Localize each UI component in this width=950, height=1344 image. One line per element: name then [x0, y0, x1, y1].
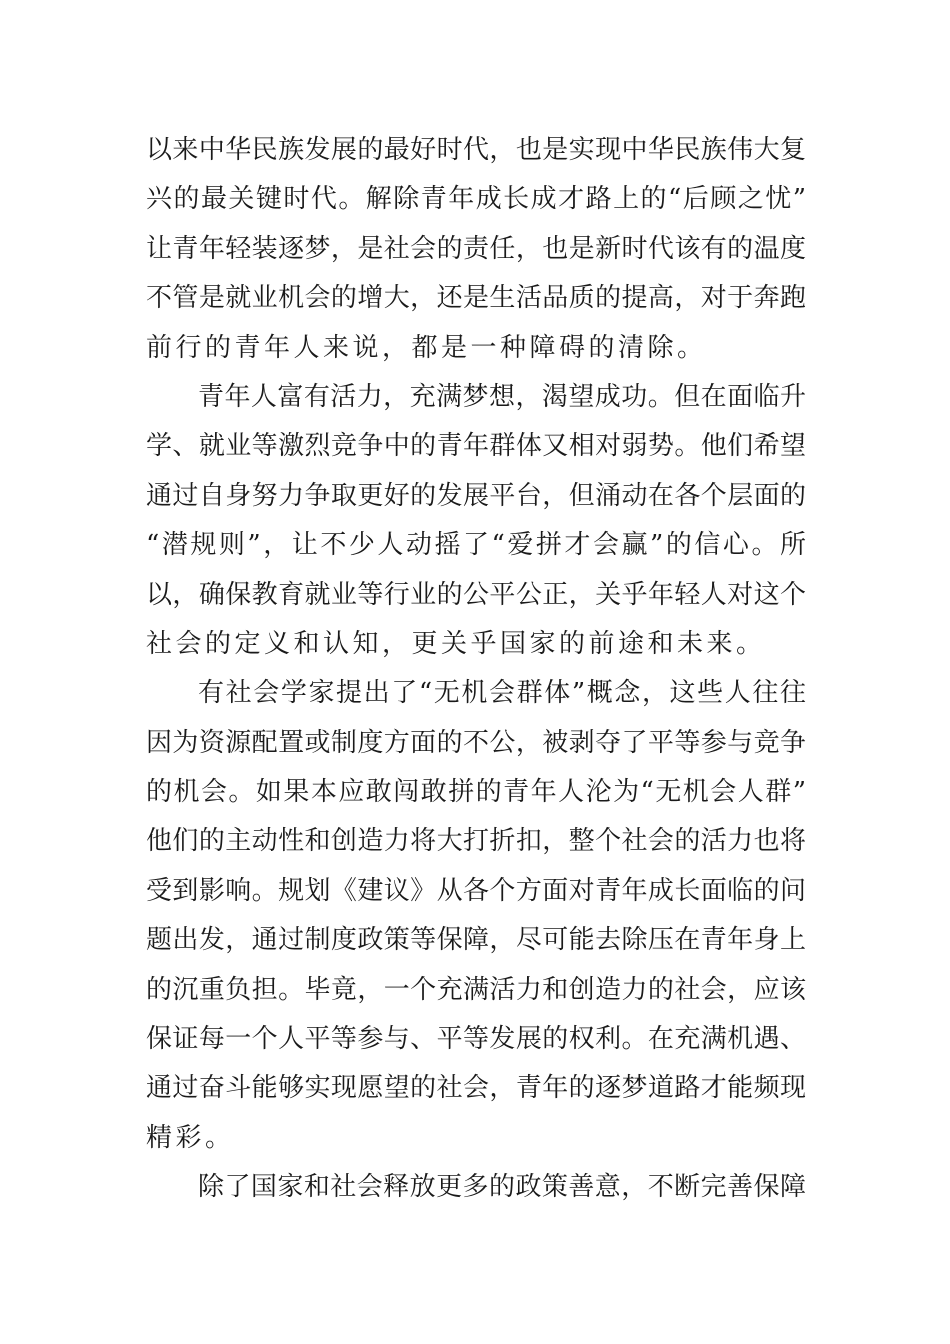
- text-line: 有社会学家提出了“无机会群体”概念，这些人往往: [198, 678, 806, 709]
- text-line: 他们的主动性和创造力将大打折扣，整个社会的活力也将: [146, 826, 806, 857]
- text-line: 青年人富有活力，充满梦想，渴望成功。但在面临升: [198, 381, 806, 412]
- text-line: 前行的青年人来说，都是一种障碍的清除。: [146, 332, 707, 363]
- text-line: 因为资源配置或制度方面的不公，被剥夺了平等参与竞争: [146, 727, 806, 758]
- paragraph-1: [146, 126, 806, 373]
- text-line: 除了国家和社会释放更多的政策善意，不断完善保障: [198, 1172, 806, 1203]
- text-line: 兴的最关键时代。解除青年成长成才路上的“后顾之忧”: [146, 184, 806, 215]
- paragraph-4: [146, 1163, 806, 1212]
- text-line: 通过奋斗能够实现愿望的社会，青年的逐梦道路才能频现: [146, 1073, 806, 1104]
- text-line: 以来中华民族发展的最好时代，也是实现中华民族伟大复: [146, 135, 806, 165]
- text-line: 不管是就业机会的增大，还是生活品质的提高，对于奔跑: [146, 283, 806, 314]
- text-line: 让青年轻装逐梦，是社会的责任，也是新时代该有的温度: [146, 233, 806, 264]
- paragraph-3: [146, 669, 806, 1163]
- text-line: 题出发，通过制度政策等保障，尽可能去除压在青年身上: [146, 925, 806, 956]
- document-body: [146, 126, 806, 1213]
- text-line: 保证每一个人平等参与、平等发展的权利。在充满机遇、: [146, 1024, 806, 1055]
- text-line: “潜规则”，让不少人动摇了“爱拼才会赢”的信心。所: [146, 530, 806, 561]
- text-line: 学、就业等激烈竞争中的青年群体又相对弱势。他们希望: [146, 431, 806, 462]
- text-line: 通过自身努力争取更好的发展平台，但涌动在各个层面的: [146, 480, 806, 511]
- paragraph-2: [146, 373, 806, 669]
- text-line: 社会的定义和认知，更关乎国家的前途和未来。: [146, 628, 766, 659]
- text-line: 的沉重负担。毕竟，一个充满活力和创造力的社会，应该: [146, 974, 806, 1005]
- text-line: 以，确保教育就业等行业的公平公正，关乎年轻人对这个: [146, 579, 806, 610]
- text-line: 的机会。如果本应敢闯敢拼的青年人沦为“无机会人群”: [146, 777, 806, 808]
- text-line: 受到影响。规划《建议》从各个方面对青年成长面临的问: [146, 875, 806, 906]
- text-line: 精彩。: [146, 1122, 235, 1153]
